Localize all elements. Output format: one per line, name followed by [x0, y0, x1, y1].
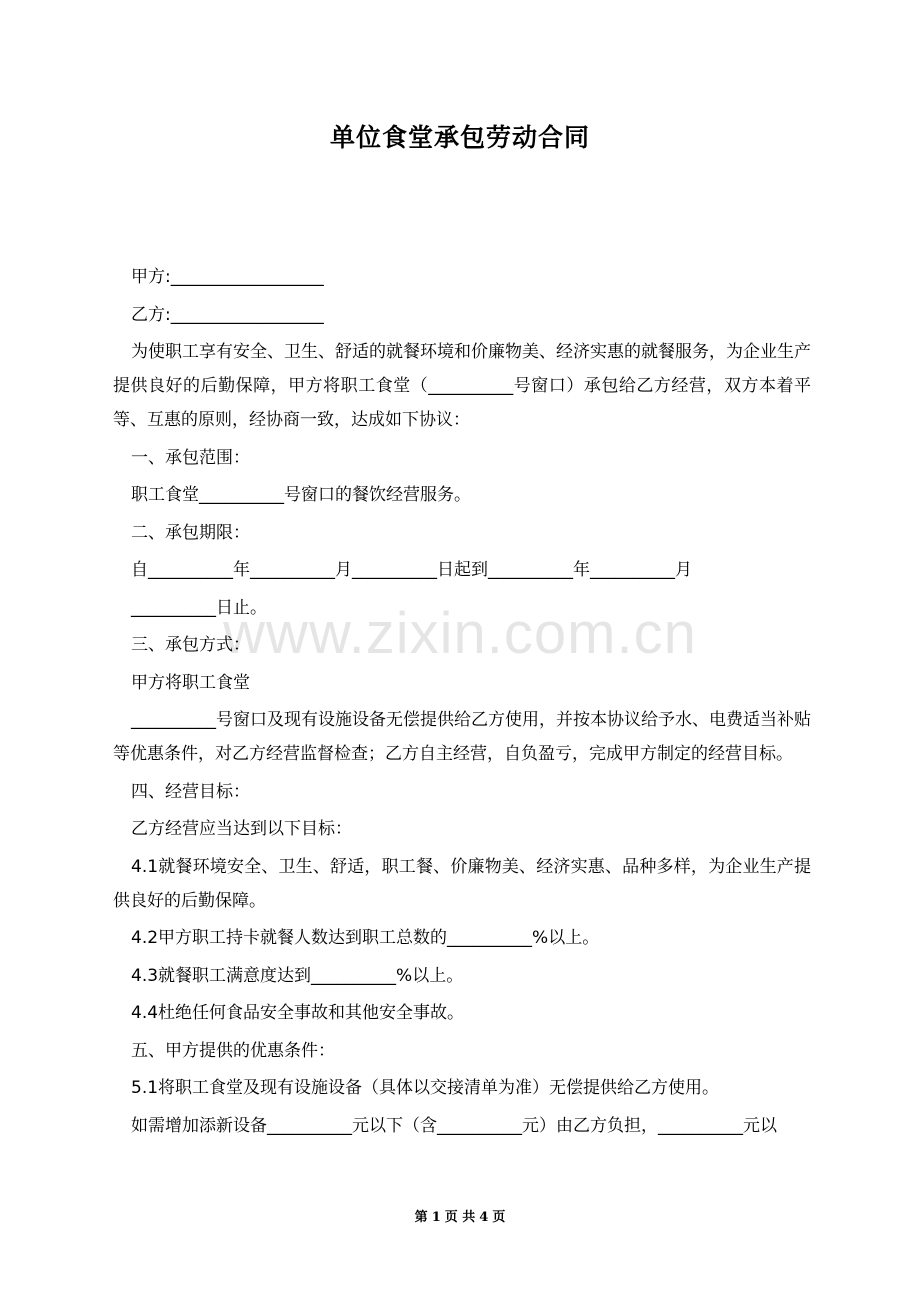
goal-item-4-2: 4.2甲方职工持卡就餐人数达到职工总数的__________%以上。	[131, 928, 600, 948]
footer-prefix: 第	[414, 1210, 428, 1225]
goal-item-4-4: 4.4杜绝任何食品安全事故和其他安全事故。	[131, 1003, 465, 1023]
party-a-line: 甲方:__________________	[131, 267, 324, 287]
method-paragraph-start: 甲方将职工食堂	[131, 672, 250, 693]
footer-page-number: 1	[431, 1210, 441, 1225]
scope-paragraph: 职工食堂__________号窗口的餐饮经营服务。	[131, 485, 471, 505]
term-paragraph-end: __________日止。	[131, 597, 267, 618]
party-b-line: 乙方:__________________	[131, 304, 324, 325]
document-title: 单位食堂承包劳动合同	[329, 123, 590, 152]
footer-total-pages: 4	[479, 1210, 489, 1225]
goal-item-4-1: 4.1就餐环境安全、卫生、舒适，职工餐、价廉物美、经济实惠、品种多样，为企业生产提供良好的后勤保障。	[113, 856, 811, 911]
footer-middle: 页 共	[444, 1210, 476, 1225]
watermark-text: www.zixin.com.cn	[223, 601, 697, 666]
section-heading-scope: 一、承包范围：	[131, 447, 250, 468]
method-paragraph: __________号窗口及现有设施设备无偿提供给乙方使用，并按本协议给予水、电费适当补贴等优惠条件，对乙方经营监督检查；乙方自主经营，自负盈亏，完成甲方制定的经营目标。	[113, 710, 811, 764]
section-heading-goals: 四、经营目标：	[131, 781, 250, 802]
benefit-paragraph: 如需增加添新设备__________元以下（含__________元）由乙方负担，__________元以	[131, 1115, 777, 1136]
goals-intro: 乙方经营应当达到以下目标：	[131, 819, 352, 839]
goal-item-4-3: 4.3就餐职工满意度达到__________%以上。	[131, 965, 464, 986]
benefit-item-5-1: 5.1将职工食堂及现有设施设备（具体以交接清单为准）无偿提供给乙方使用。	[131, 1078, 720, 1098]
footer-suffix: 页	[492, 1210, 506, 1225]
section-heading-term: 二、承包期限：	[131, 522, 250, 543]
preamble-paragraph: 为使职工享有安全、卫生、舒适的就餐环境和价廉物美、经济实惠的就餐服务，为企业生产提供良好的后勤保障，甲方将职工食堂（__________号窗口）承包给乙方经营，双方本着平等、互惠的原则，经协商一致，达成如下协议：	[113, 342, 811, 430]
section-heading-benefits: 五、甲方提供的优惠条件：	[131, 1040, 335, 1061]
section-heading-method: 三、承包方式：	[131, 635, 250, 655]
term-paragraph: 自__________年__________月__________日起到__________年__________月	[131, 560, 692, 580]
document-body	[113, 260, 811, 1146]
page-footer	[0, 1206, 920, 1225]
